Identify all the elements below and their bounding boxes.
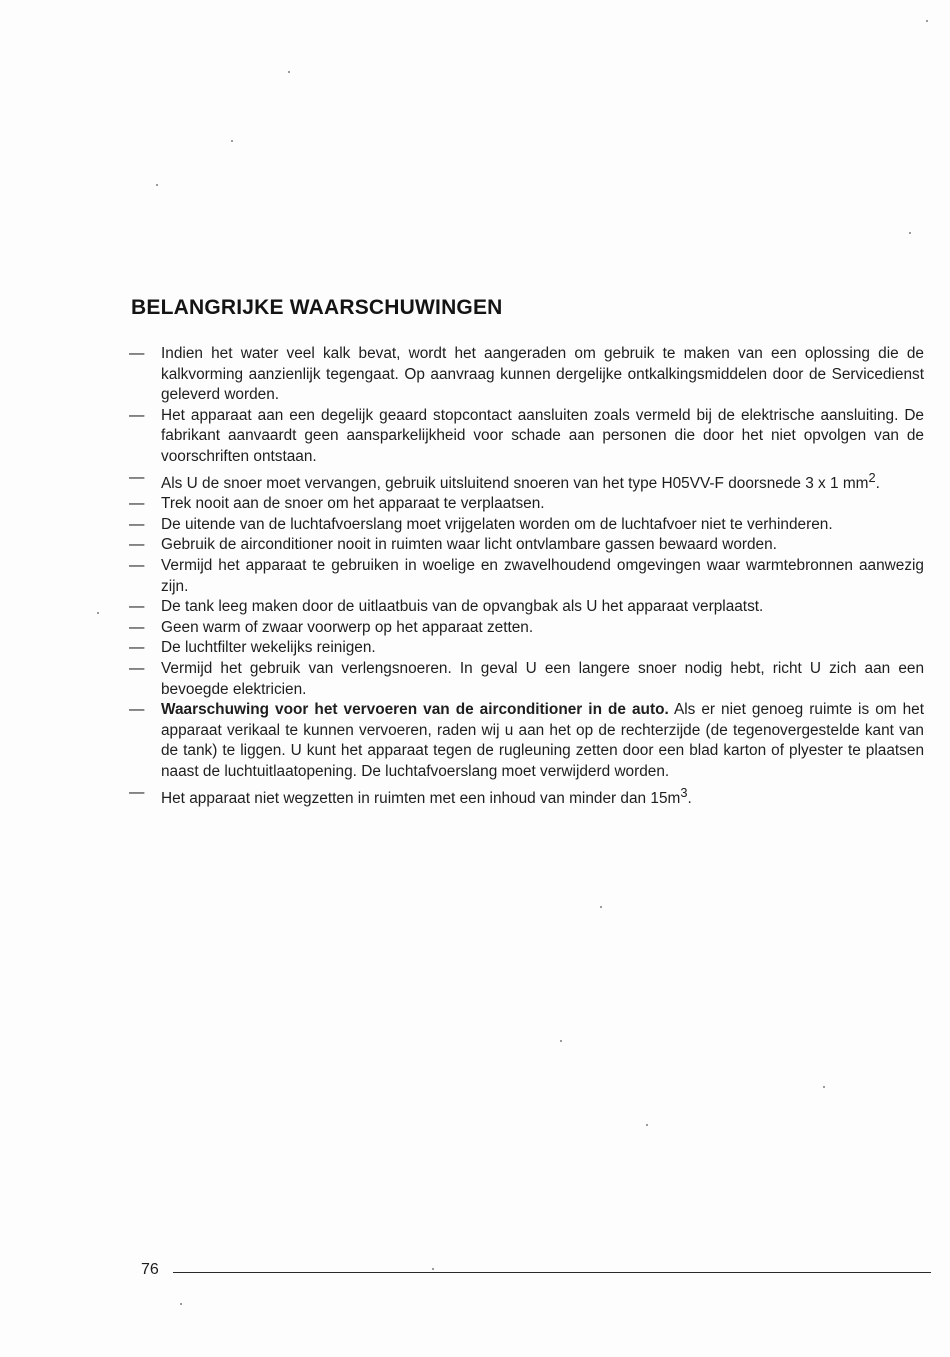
warning-text: Vermijd het apparaat te gebruiken in woelige en zwavelhoudend omgevingen waar warmtebronnen aanwezig zijn. [161, 557, 924, 595]
warning-text: Geen warm of zwaar voorwerp op het apparaat zetten. [161, 618, 534, 636]
scan-speck [560, 1040, 562, 1042]
warning-text: Indien het water veel kalk bevat, wordt het aangeraden om gebruik te maken van een oplossing die de kalkvorming aanzienlijk tegengaat. Op aanvraag kunnen dergelijke ontkalkingsmiddelen door de Servicedienst geleverd worden. [161, 345, 924, 404]
warning-text: Gebruik de airconditioner nooit in ruimten waar licht ontvlambare gassen bewaard worden. [161, 536, 777, 554]
scan-speck [156, 184, 158, 186]
warning-item-4 [129, 494, 924, 515]
warning-text-end: . [687, 789, 692, 807]
scan-speck [909, 232, 911, 234]
list-dash: — [129, 345, 145, 362]
scan-speck [97, 612, 99, 614]
scan-speck [432, 1268, 434, 1270]
scan-speck [288, 71, 290, 73]
scan-speck [823, 1086, 825, 1088]
warnings-list [129, 344, 924, 809]
scan-speck [646, 1124, 648, 1126]
scan-speck [600, 906, 602, 908]
warning-text: Het apparaat niet wegzetten in ruimten met een inhoud van minder dan 15m [161, 789, 681, 807]
list-dash: — [129, 639, 145, 657]
warning-text: Het apparaat aan een degelijk geaard stopcontact aansluiten zoals vermeld bij de elektrische aansluiting. De fabrikant aanvaardt geen aansparkelijkheid voor schade aan personen die door het niet opvolgen van de voorschriften ontstaan. [161, 406, 924, 465]
list-dash: — [129, 598, 145, 616]
list-dash: — [129, 468, 145, 486]
list-dash: — [129, 406, 145, 424]
list-dash: — [129, 701, 145, 719]
warning-item-10 [129, 638, 924, 659]
warning-text-end: . [875, 474, 880, 492]
warning-item-12 [129, 700, 924, 782]
list-dash: — [129, 495, 145, 513]
footer-rule [173, 1272, 931, 1273]
scan-speck [926, 20, 928, 22]
warning-text: De tank leeg maken door de uitlaatbuis van de opvangbak als U het apparaat verplaatst. [161, 598, 764, 616]
superscript: 3 [680, 784, 688, 800]
warning-item-6 [129, 535, 924, 556]
warning-item-7 [129, 556, 924, 597]
warning-item-5 [129, 515, 924, 536]
list-dash: — [129, 536, 145, 554]
page-footer [141, 1261, 931, 1281]
warning-item-11 [129, 659, 924, 700]
warning-item-8 [129, 597, 924, 618]
warning-text: Vermijd het gebruik van verlengsnoeren. In geval U een langere snoer nodig hebt, richt U zich aan een bevoegde elektricien. [161, 660, 924, 698]
list-dash: — [129, 557, 145, 575]
list-dash: — [129, 618, 145, 636]
warning-heading: Waarschuwing voor het vervoeren van de airconditioner in de auto. [161, 701, 669, 719]
warning-text: Als U de snoer moet vervangen, gebruik uitsluitend snoeren van het type H05VV-F doorsnede 3 x 1 mm [161, 474, 869, 492]
warning-text: Als er niet genoeg ruimte is om het apparaat verikaal te kunnen vervoeren, raden wij u aan het op de rechterzijde (de tegenovergestelde kant van de tank) te liggen. U kunt het apparaat tegen de rugleuning zetten door een blad karton of plyester te plaatsen naast de luchtuitlaatopening. De luchtafvoerslang moet verwijderd worden. [161, 701, 924, 780]
superscript: 2 [868, 469, 876, 485]
warning-item-13 [129, 783, 924, 810]
warning-item-9 [129, 618, 924, 639]
section-title: BELANGRIJKE WAARSCHUWINGEN [131, 296, 503, 319]
warning-text: De uitende van de luchtafvoerslang moet vrijgelaten worden om de luchtafvoer niet te verhinderen. [161, 515, 833, 533]
warning-item-2 [129, 406, 924, 468]
warning-text: Trek nooit aan de snoer om het apparaat te verplaatsen. [161, 495, 545, 513]
warning-item-3 [129, 468, 924, 495]
warning-item-1 [129, 344, 924, 406]
list-dash: — [129, 783, 145, 801]
warning-text: De luchtfilter wekelijks reinigen. [161, 639, 376, 657]
list-dash: — [129, 660, 145, 678]
page-number: 76 [141, 1261, 159, 1278]
scan-speck [180, 1303, 182, 1305]
scan-speck [231, 140, 233, 142]
list-dash: — [129, 515, 145, 533]
